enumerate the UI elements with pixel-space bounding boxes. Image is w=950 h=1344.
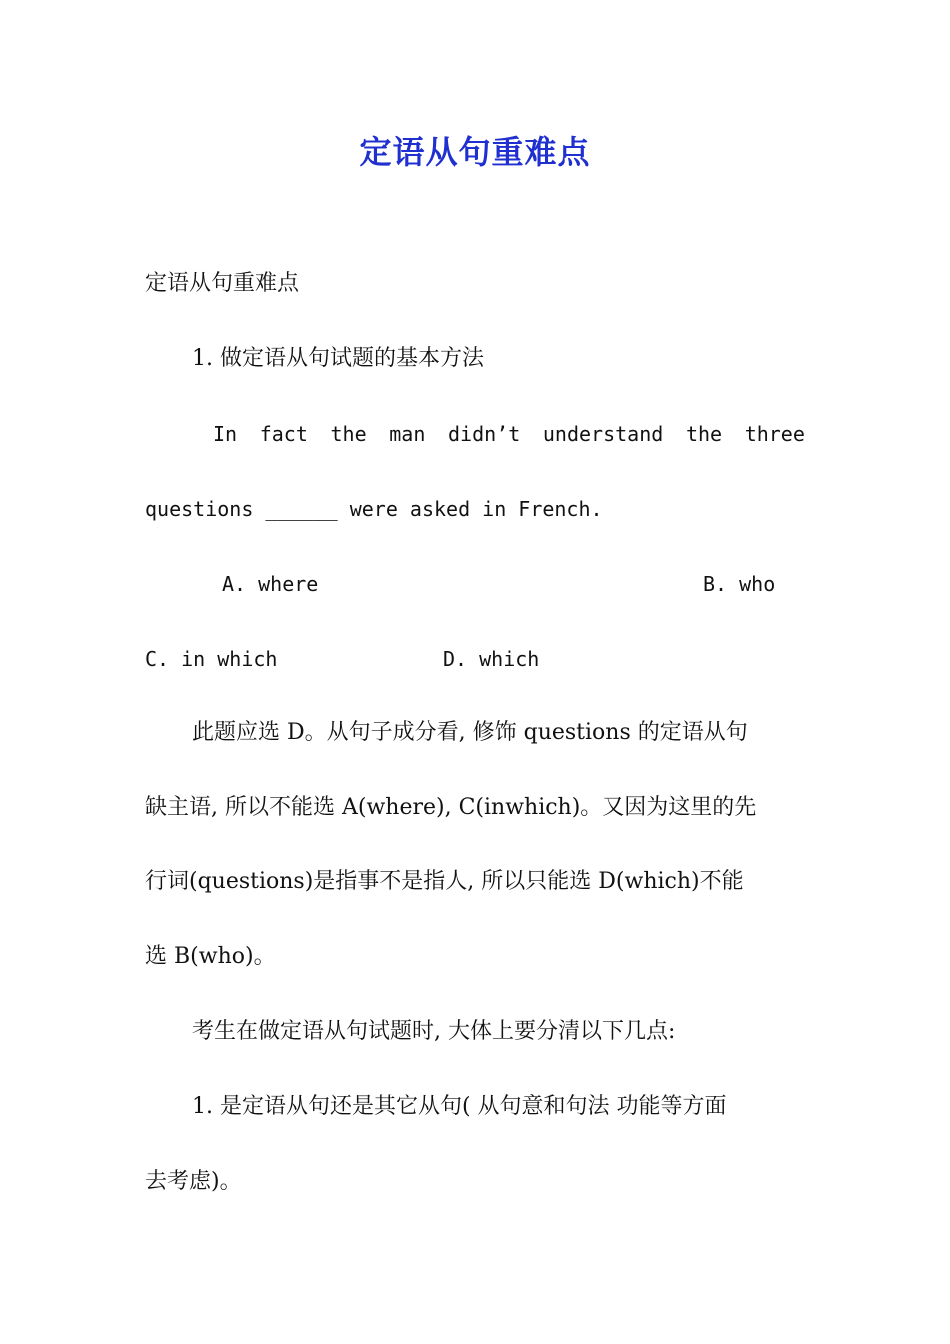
question-word: three [744,422,805,446]
explanation-line-1: 此题应选 D。从句子成分看, 修饰 questions 的定语从句 [192,720,748,745]
question-word: the [685,422,723,446]
question-word: didn’t [448,422,521,446]
question-word: man [389,422,426,446]
question-word: understand [542,422,664,446]
question-line-2: questions ______ were asked in French. [145,497,603,521]
option-b: B. who [703,572,776,596]
explanation-line-2: 缺主语, 所以不能选 A(where), C(inwhich)。又因为这里的先 [145,795,757,820]
point-1-line-2: 去考虑)。 [145,1169,242,1194]
point-1-line-1: 1. 是定语从句还是其它从句( 从句意和句法 功能等方面 [192,1094,727,1119]
document-title: 定语从句重难点 [359,133,591,171]
question-word: the [330,422,367,446]
explanation-line-3: 行词(questions)是指事不是指人, 所以只能选 D(which)不能 [145,869,744,894]
explanation-line-4: 选 B(who)。 [145,944,276,969]
question-word: In [213,422,238,446]
question-line-1 [213,418,805,450]
question-word: fact [259,422,308,446]
section-heading: 1. 做定语从句试题的基本方法 [192,346,484,371]
intro-points: 考生在做定语从句试题时, 大体上要分清以下几点: [192,1019,676,1044]
option-c: C. in which [145,647,278,671]
option-d: D. which [443,647,540,671]
option-a: A. where [222,572,319,596]
subtitle: 定语从句重难点 [145,271,300,296]
